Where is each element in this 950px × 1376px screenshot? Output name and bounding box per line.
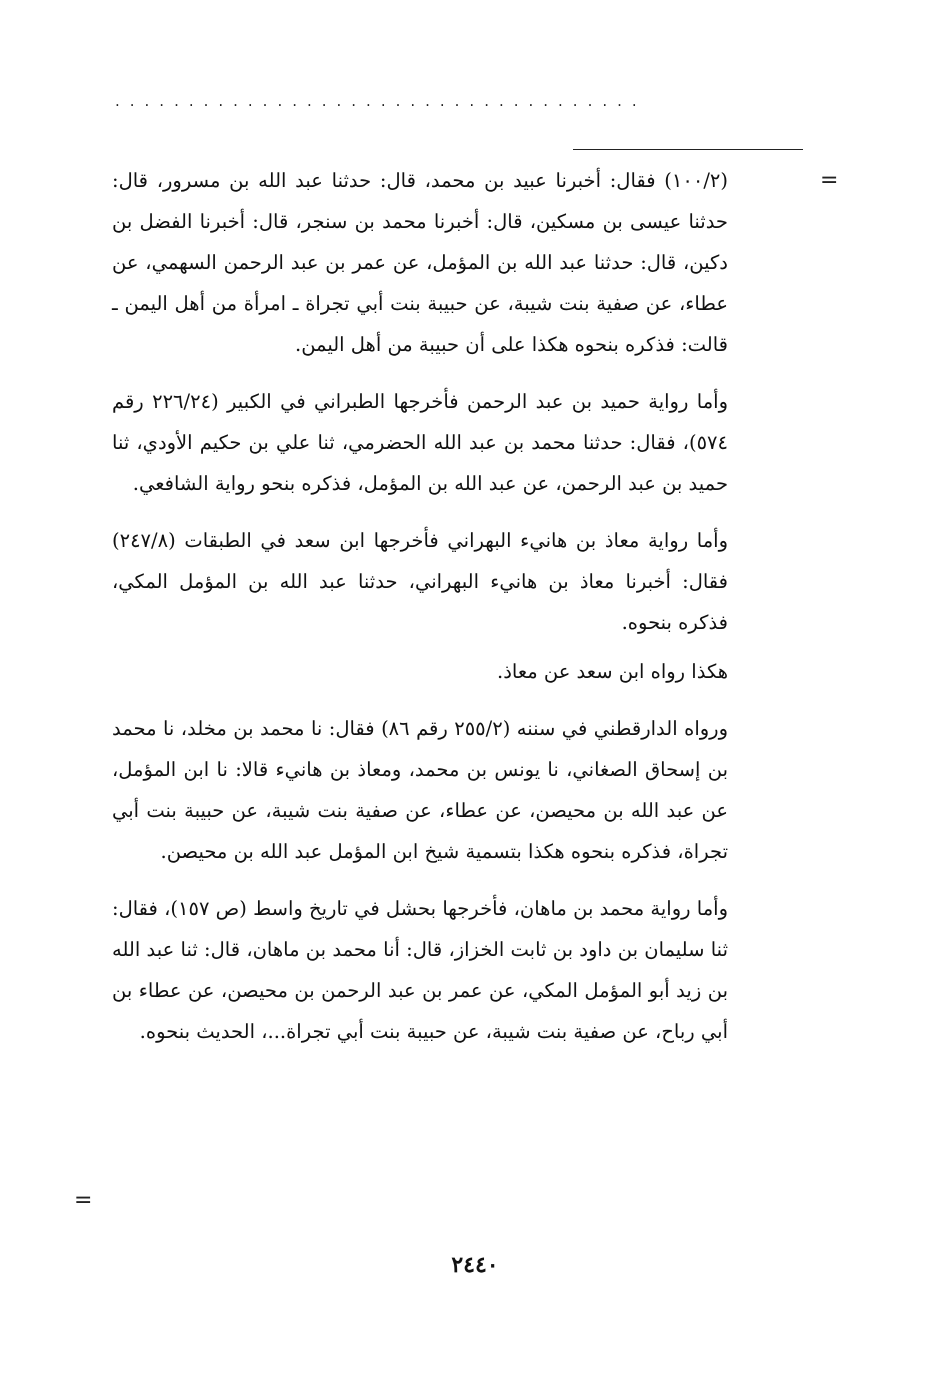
continuation-marker-right: = bbox=[820, 168, 839, 193]
paragraph-tabarani: وأما رواية حميد بن عبد الرحمن فأخرجها الطبراني في الكبير (٢٢٦/٢٤ رقم ٥٧٤)، فقال: حدثنا محمد بن عبد الله الحضرمي، ثنا علي بن حكيم الأودي، ثنا حميد بن عبد الرحمن، عن عبد الله بن المؤمل، فذكره بنحو رواية الشافعي. bbox=[112, 390, 728, 495]
footnote-rule bbox=[573, 149, 803, 150]
paragraph-daraqutni: ورواه الدارقطني في سننه (٢٥٥/٢ رقم ٨٦) فقال: نا محمد بن مخلد، نا محمد بن إسحاق الصغاني، نا يونس بن محمد، ومعاذ بن هانيء قالا: نا ابن المؤمل، عن عبد الله بن محيصن، عن عطاء، عن صفية بنت شيبة، عن حبيبة بنت أبي تجراة، فذكره بنحوه هكذا بتسمية شيخ ابن المؤمل عبد الله بن محيصن. bbox=[112, 717, 728, 863]
footnote-body bbox=[112, 160, 728, 1068]
paragraph-ibn-saad: وأما رواية معاذ بن هانيء البهراني فأخرجها ابن سعد في الطبقات (٢٤٧/٨) فقال: أخبرنا معاذ بن هانيء البهراني، حدثنا عبد الله بن المؤمل المكي، فذكره بنحوه. bbox=[112, 529, 728, 634]
paragraph-ibn-abd-al-barr-chain: (١٠٠/٢) فقال: أخبرنا عبيد بن محمد، قال: حدثنا عبد الله بن مسرور، قال: حدثنا عيسى بن مسكين، قال: أخبرنا محمد بن سنجر، قال: أخبرنا الفضل بن دكين، قال: حدثنا عبد الله بن المؤمل، عن عمر بن عبد الرحمن السهمي، عن عطاء، عن صفية بنت شيبة، عن حبيبة بنت أبي تجراة ـ امرأة من أهل اليمن ـ قالت: فذكره بنحوه هكذا على أن حبيبة من أهل اليمن. bbox=[112, 169, 728, 356]
paragraph-bahshal: وأما رواية محمد بن ماهان، فأخرجها بحشل في تاريخ واسط (ص ١٥٧)، فقال: ثنا سليمان بن داود بن ثابت الخزاز، قال: أنا محمد بن ماهان، قال: ثنا عبد الله بن زيد أبو المؤمل المكي، عن عمر بن عبد الرحمن بن محيصن، عن عطاء بن أبي رباح، عن صفية بنت شيبة، عن حبيبة بنت أبي تجراة...، الحديث بنحوه. bbox=[112, 897, 728, 1043]
page-number: ٢٤٤٠ bbox=[451, 1252, 499, 1278]
paragraph-ibn-saad-note: هكذا رواه ابن سعد عن معاذ. bbox=[497, 660, 728, 683]
top-dotted-separator: .................................... bbox=[115, 92, 647, 110]
continuation-marker-left: = bbox=[74, 1188, 93, 1213]
